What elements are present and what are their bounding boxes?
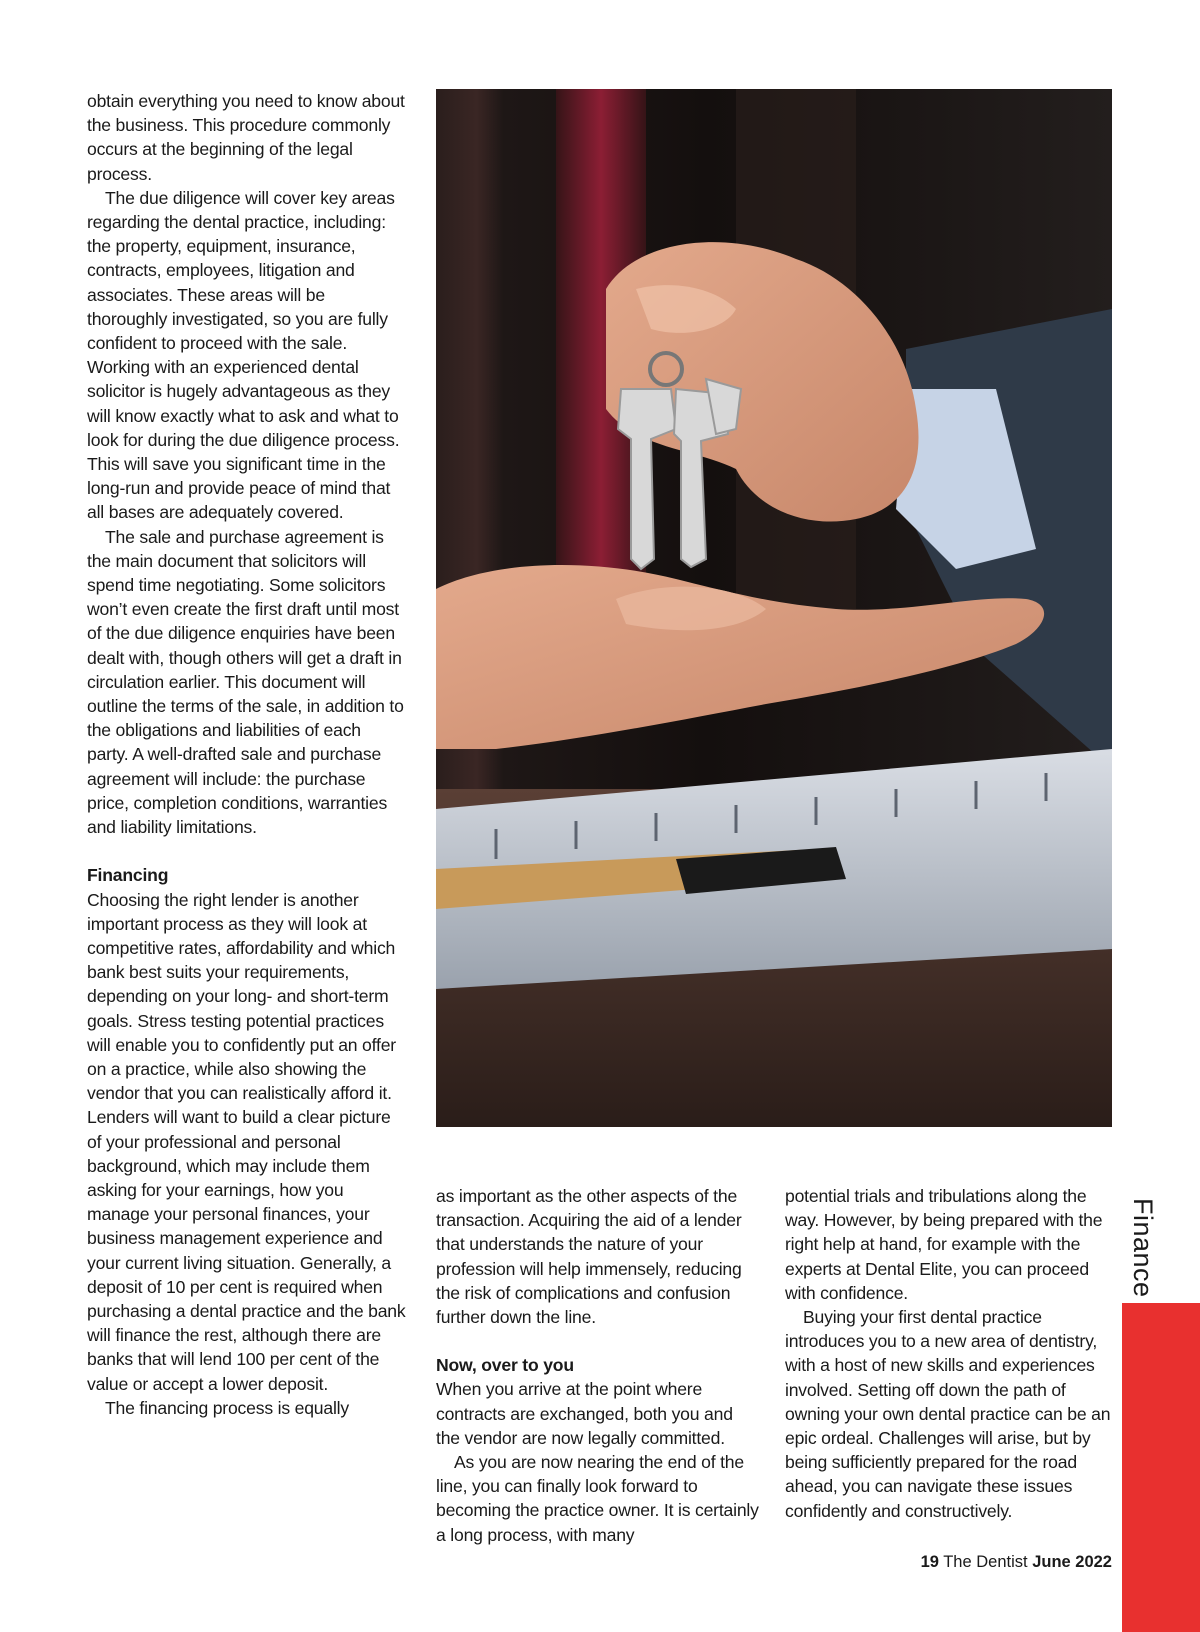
paragraph: The sale and purchase agreement is the main document that solicitors will spend time negotiating. Some solicitors won’t even create the first draft until most of the due diligence enquiries have been dealt with, though others will get a draft in circulation earlier. This document will outline the terms of the sale, in addition to the obligations and liabilities of each party. A well-drafted sale and purchase agreement will include: the purchase price, completion conditions, warranties and liability limitations. [87,526,404,838]
section-label: Finance [1128,1198,1158,1298]
paragraph: As you are now nearing the end of the line, you can finally look forward to becoming the practice owner. It is certainly a long process, with many [436,1452,759,1545]
article-column-1 [87,89,407,1420]
article-column-3 [785,1184,1115,1523]
issue-date: June 2022 [1032,1553,1112,1571]
publication-name: The Dentist [943,1553,1028,1571]
page-number: 19 [920,1553,939,1571]
photo-illustration [436,89,1112,1127]
keys-handover-photo [436,89,1112,1127]
section-heading-now-over-to-you: Now, over to you [436,1355,574,1376]
page-footer [921,1553,1112,1572]
section-heading-financing: Financing [87,865,169,886]
paragraph: obtain everything you need to know about the business. This procedure commonly occurs at the beginning of the legal process. [87,91,405,184]
paragraph: potential trials and tribulations along the way. However, by being prepared with the right help at hand, for example with the experts at Dental Elite, you can proceed with confidence. [785,1186,1103,1303]
paragraph: The due diligence will cover key areas regarding the dental practice, including: the property, equipment, insurance, contracts, employees, litigation and associates. These areas will be thoroughly investigated, so you are fully confident to proceed with the sale. Working with an experienced dental solicitor is hugely advantageous as they will know exactly what to ask and what to look for during the due diligence process. This will save you significant time in the long-run and provide peace of mind that all bases are adequately covered. [87,187,400,523]
paragraph: When you arrive at the point where contracts are exchanged, both you and the vendor are now legally committed. [436,1379,733,1448]
paragraph: as important as the other aspects of the transaction. Acquiring the aid of a lender that understands the nature of your profession will help immensely, reducing the risk of complications and confusion further down the line. [436,1186,742,1328]
paragraph: Choosing the right lender is another important process as they will look at competitive rates, affordability and which bank best suits your requirements, depending on your long- and short-term goals. Stress testing potential practices will enable you to confidently put an offer on a practice, while also showing the vendor that you can realistically afford it. Lenders will want to build a clear picture of your professional and personal background, which may include them asking for your earnings, how you manage your personal finances, your business management experience and your current living situation. Generally, a deposit of 10 per cent is required when purchasing a dental practice and the bank will finance the rest, although there are banks that will lend 100 per cent of the value or accept a lower deposit. [87,889,406,1394]
paragraph: The financing process is equally [105,1397,349,1418]
paragraph: Buying your first dental practice introduces you to a new area of dentistry, with a host of new skills and experiences involved. Setting off down the path of owning your own dental practice can be an epic ordeal. Challenges will arise, but by being sufficiently prepared for the road ahead, you can navigate these issues confidently and constructively. [785,1307,1111,1521]
section-color-tab [1122,1303,1200,1632]
article-column-2 [436,1184,761,1547]
